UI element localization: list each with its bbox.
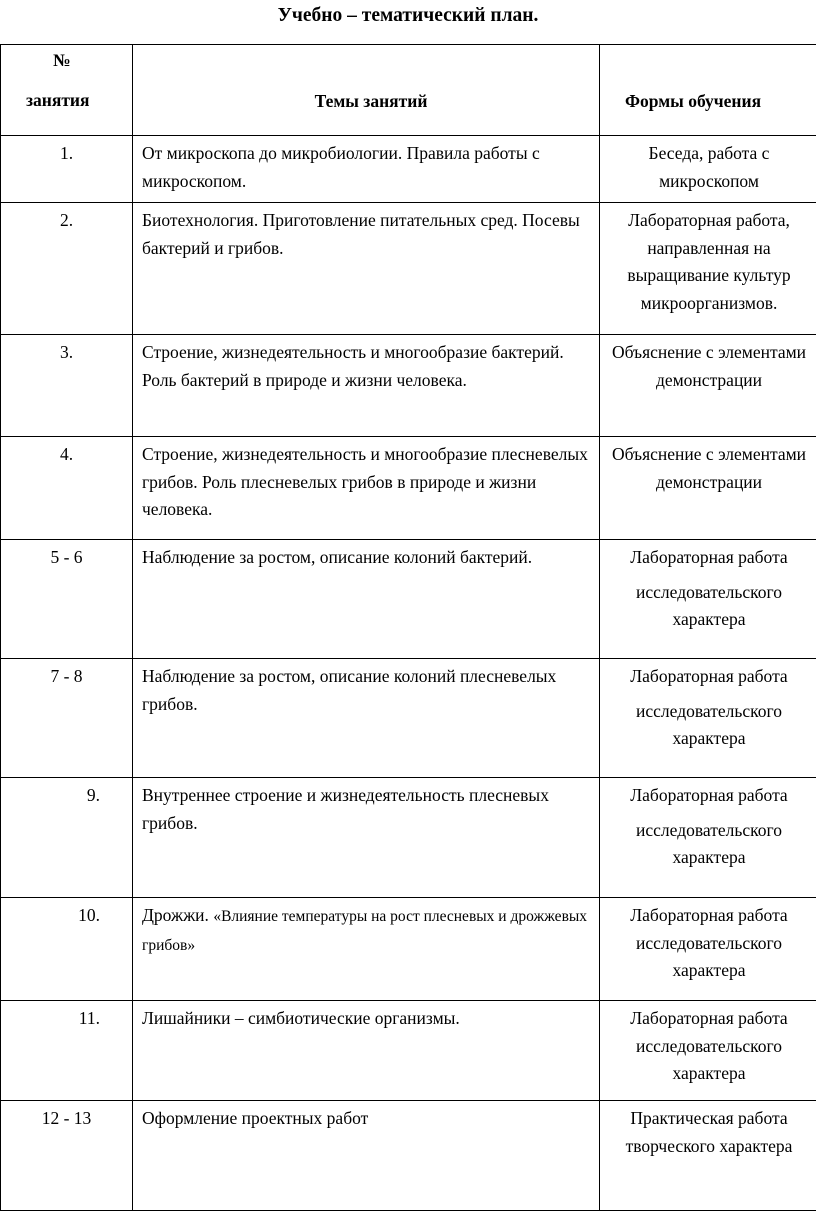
page-title: Учебно – тематический план. [0,3,816,29]
table-row [1,437,816,540]
lesson-form: Практическая работа творческого характера [600,1101,816,1211]
lesson-number: 4. [1,437,133,540]
lesson-form: Лабораторная работа исследовательского характера [600,1001,816,1101]
lesson-topic: От микроскопа до микробиологии. Правила работы с микроскопом. [133,136,600,203]
table-row [1,136,816,203]
lesson-form-line: исследовательского характера [604,817,814,872]
table-row [1,203,816,335]
lesson-topic: Строение, жизнедеятельность и многообразие бактерий. Роль бактерий в природе и жизни человека. [133,335,600,437]
lesson-number: 12 - 13 [1,1101,133,1211]
lesson-number: 5 - 6 [1,540,133,659]
header-forms: Формы обучения [600,45,816,136]
lesson-topic: Наблюдение за ростом, описание колоний плесневелых грибов. [133,659,600,778]
table-row [1,540,816,659]
table-row [1,659,816,778]
thematic-plan-table [0,44,816,1211]
lesson-number: 7 - 8 [1,659,133,778]
table-header-row [1,45,816,136]
header-number-symbol: № [26,49,132,71]
lesson-form-line: Лабораторная работа [630,666,787,686]
lesson-number: 9. [1,778,133,898]
header-number-label: занятия [26,88,132,112]
lesson-topic: Строение, жизнедеятельность и многообразие плесневелых грибов. Роль плесневелых грибов в природе и жизни человека. [133,437,600,540]
lesson-form-line: исследовательского характера [604,698,814,753]
lesson-form: Лабораторная работа исследовательского характера [600,898,816,1001]
lesson-topic-subtitle: «Влияние температуры на рост плесневых и дрожжевых грибов» [142,908,587,954]
lesson-form: Беседа, работа с микроскопом [600,136,816,203]
table-row [1,1101,816,1211]
lesson-number: 3. [1,335,133,437]
lesson-form: Объяснение с элементами демонстрации [600,335,816,437]
table-row [1,898,816,1001]
lesson-topic: Наблюдение за ростом, описание колоний бактерий. [133,540,600,659]
table-row [1,1001,816,1101]
lesson-topic [133,898,600,1001]
lesson-number: 10. [1,898,133,1001]
lesson-form [600,540,816,659]
table-row [1,778,816,898]
lesson-form-line: Лабораторная работа [630,547,787,567]
lesson-form: Лабораторная работа, направленная на выращивание культур микроорганизмов. [600,203,816,335]
table-row [1,335,816,437]
lesson-number: 1. [1,136,133,203]
lesson-form [600,778,816,898]
lesson-topic: Внутреннее строение и жизнедеятельность плесневых грибов. [133,778,600,898]
lesson-topic: Биотехнология. Приготовление питательных сред. Посевы бактерий и грибов. [133,203,600,335]
lesson-topic: Оформление проектных работ [133,1101,600,1211]
lesson-form-line: Лабораторная работа [630,785,787,805]
header-lesson-number [1,45,133,136]
lesson-form-line: исследовательского характера [604,579,814,634]
header-topics: Темы занятий [133,45,600,136]
lesson-number: 2. [1,203,133,335]
lesson-number: 11. [1,1001,133,1101]
lesson-topic: Лишайники – симбиотические организмы. [133,1001,600,1101]
lesson-topic-main: Дрожжи. [142,905,213,925]
lesson-form [600,659,816,778]
lesson-form: Объяснение с элементами демонстрации [600,437,816,540]
